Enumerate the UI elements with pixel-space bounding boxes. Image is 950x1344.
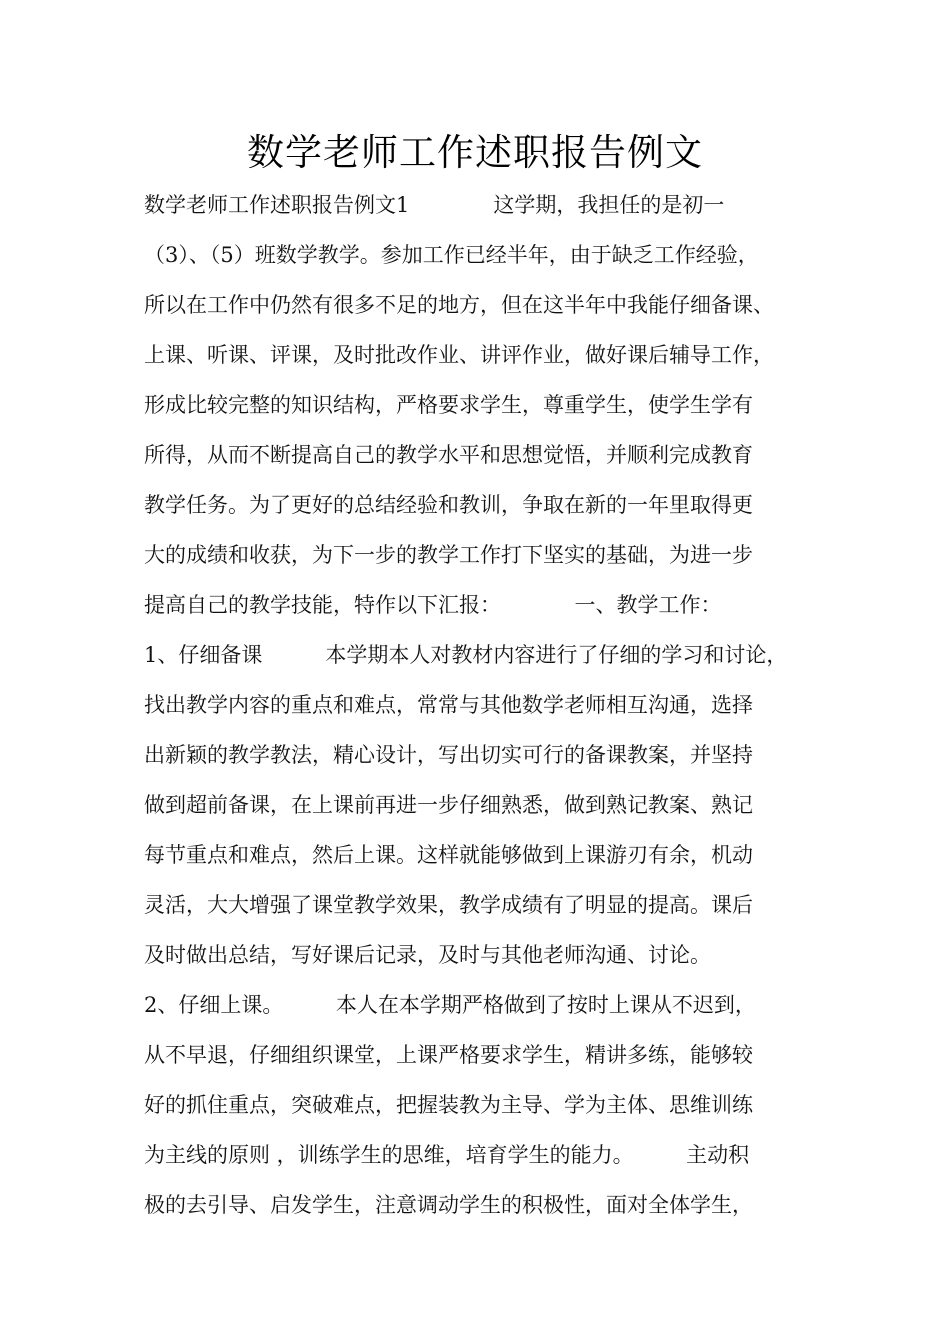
body-line: 1、仔细备课 本学期本人对教材内容进行了仔细的学习和讨论， xyxy=(144,643,788,667)
body-line: 教学任务。为了更好的总结经验和教训，争取在新的一年里取得更 xyxy=(144,493,753,517)
body-line: 灵活，大大增强了课堂教学效果，教学成绩有了明显的提高。课后 xyxy=(144,893,753,917)
body-line: 为主线的原则 ，训练学生的思维，培育学生的能力。 主动积 xyxy=(144,1143,750,1167)
body-line: 做到超前备课，在上课前再进一步仔细熟悉，做到熟记教案、熟记 xyxy=(144,793,753,817)
body-line: 所得，从而不断提高自己的教学水平和思想觉悟，并顺利完成教育 xyxy=(144,443,753,467)
body-line: 上课、听课、评课，及时批改作业、讲评作业，做好课后辅导工作， xyxy=(144,343,774,367)
body-line: 每节重点和难点，然后上课。这样就能够做到上课游刃有余，机动 xyxy=(144,843,753,867)
body-line: 出新颖的教学教法，精心设计，写出切实可行的备课教案，并坚持 xyxy=(144,743,753,767)
body-line: 从不早退，仔细组织课堂，上课严格要求学生，精讲多练，能够较 xyxy=(144,1043,753,1067)
body-line: 极的去引导、启发学生，注意调动学生的积极性，面对全体学生， xyxy=(144,1193,753,1217)
body-line: 及时做出总结，写好课后记录，及时与其他老师沟通、讨论。 xyxy=(144,943,711,967)
body-line: 大的成绩和收获，为下一步的教学工作打下坚实的基础，为进一步 xyxy=(144,543,753,567)
body-line: （3）、（5）班数学教学。参加工作已经半年，由于缺乏工作经验， xyxy=(144,243,759,267)
document-body xyxy=(144,180,844,1230)
body-line: 提高自己的教学技能，特作以下汇报： 一、教学工作： xyxy=(144,593,722,617)
body-line: 好的抓住重点，突破难点，把握装教为主导、学为主体、思维训练 xyxy=(144,1093,753,1117)
document-title: 数学老师工作述职报告例文 xyxy=(247,131,703,174)
body-line: 2、仔细上课。 本人在本学期严格做到了按时上课从不迟到， xyxy=(144,993,756,1017)
body-line: 形成比较完整的知识结构，严格要求学生，尊重学生，使学生学有 xyxy=(144,393,753,417)
body-line: 所以在工作中仍然有很多不足的地方，但在这半年中我能仔细备课、 xyxy=(144,293,774,317)
body-line: 找出教学内容的重点和难点，常常与其他数学老师相互沟通，选择 xyxy=(144,693,753,717)
body-line: 数学老师工作述职报告例文1 这学期，我担任的是初一 xyxy=(144,193,725,217)
